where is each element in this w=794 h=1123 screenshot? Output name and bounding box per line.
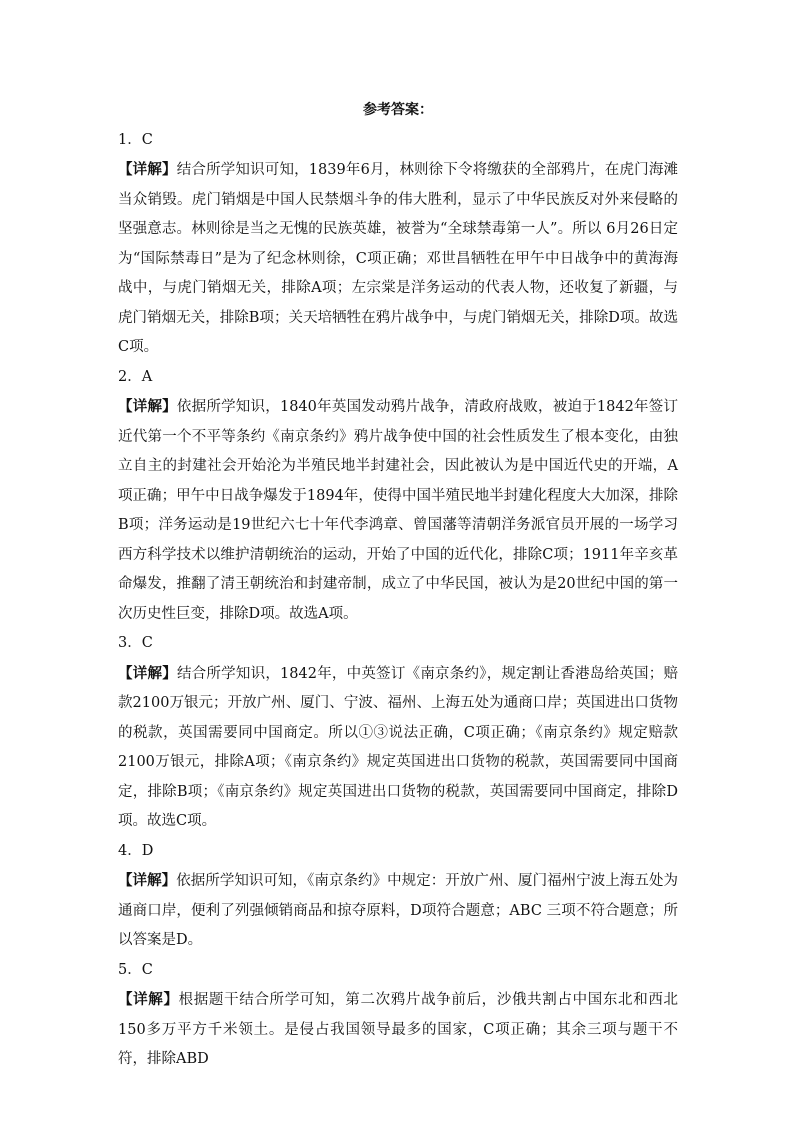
answer-3 (118, 629, 678, 837)
answer-explanation (118, 392, 678, 629)
explanation-tag: 【详解】 (118, 398, 177, 415)
answer-2 (118, 363, 678, 630)
answer-4 (118, 837, 678, 956)
explanation-text: 依据所学知识，1840年英国发动鸦片战争，清政府战败，被迫于1842年签订近代第一个不平等条约《南京条约》鸦片战争使中国的社会性质发生了根本变化，由独立自主的封建社会开始沦为半殖民地半封建社会，因此被认为是中国近代史的开端，A项正确；甲午中日战争爆发于1894年，使得中国半殖民地半封建化程度大大加深，排除B项；洋务运动是19世纪六七十年代李鸿章、曾国藩等清朝洋务派官员开展的一场学习西方科学技术以维护清朝统治的运动，开始了中国的近代化，排除C项；1911年辛亥革命爆发，推翻了清王朝统治和封建帝制，成立了中华民国，被认为是20世纪中国的第一次历史性巨变，排除D项。故选A项。 (118, 399, 678, 622)
explanation-text: 结合所学知识，1842年，中英签订《南京条约》，规定割让香港岛给英国；赔款2100万银元；开放广州、厦门、宁波、福州、上海五处为通商口岸；英国进出口货物的税款，英国需要同中国商定。所以①③说法正确，C项正确；《南京条约》规定赔款2100万银元，排除A项；《南京条约》规定英国进出口货物的税款，英国需要同中国商定，排除B项；《南京条约》规定英国进出口货物的税款，英国需要同中国商定，排除D项。故选C项。 (118, 665, 679, 829)
answer-explanation (118, 985, 678, 1075)
explanation-text: 依据所学知识可知，《南京条约》中规定：开放广州、厦门福州宁波上海五处为通商口岸，便利了列强倾销商品和掠夺原料，D项符合题意；ABC 三项不符合题意；所以答案是D。 (118, 873, 679, 948)
answer-5 (118, 956, 678, 1075)
explanation-tag: 【详解】 (118, 991, 179, 1008)
answer-explanation (118, 659, 678, 837)
explanation-tag: 【详解】 (118, 161, 177, 178)
answer-number: 2．A (118, 368, 153, 385)
answer-explanation (118, 155, 678, 363)
explanation-text: 根据题干结合所学可知，第二次鸦片战争前后，沙俄共割占中国东北和西北150多万平方千米领土。是侵占我国领导最多的国家，C项正确；其余三项与题干不符，排除ABD (118, 992, 679, 1067)
answer-1 (118, 126, 678, 363)
explanation-tag: 【详解】 (118, 872, 177, 889)
answer-explanation (118, 866, 678, 956)
answer-number: 1．C (118, 131, 153, 148)
explanation-tag: 【详解】 (118, 664, 177, 682)
answer-sheet (118, 96, 678, 1075)
page-title: 参考答案： (363, 102, 433, 118)
answer-number: 4．D (118, 842, 154, 859)
answer-number: 3．C (118, 635, 153, 651)
answer-number: 5．C (118, 961, 153, 978)
explanation-text: 结合所学知识可知，1839年6月，林则徐下令将缴获的全部鸦片，在虎门海滩当众销毁。虎门销烟是中国人民禁烟斗争的伟大胜利，显示了中华民族反对外来侵略的坚强意志。林则徐是当之无愧的民族英雄，被誉为“全球禁毒第一人”。所以 6月26日定为“国际禁毒日”是为了纪念林则徐，C项正确；邓世昌牺牲在甲午中日战争中的黄海海战中，与虎门销烟无关，排除A项；左宗棠是洋务运动的代表人物，还收复了新疆，与虎门销烟无关，排除B项；关天培牺牲在鸦片战争中，与虎门销烟无关，排除D项。故选C项。 (118, 162, 679, 355)
